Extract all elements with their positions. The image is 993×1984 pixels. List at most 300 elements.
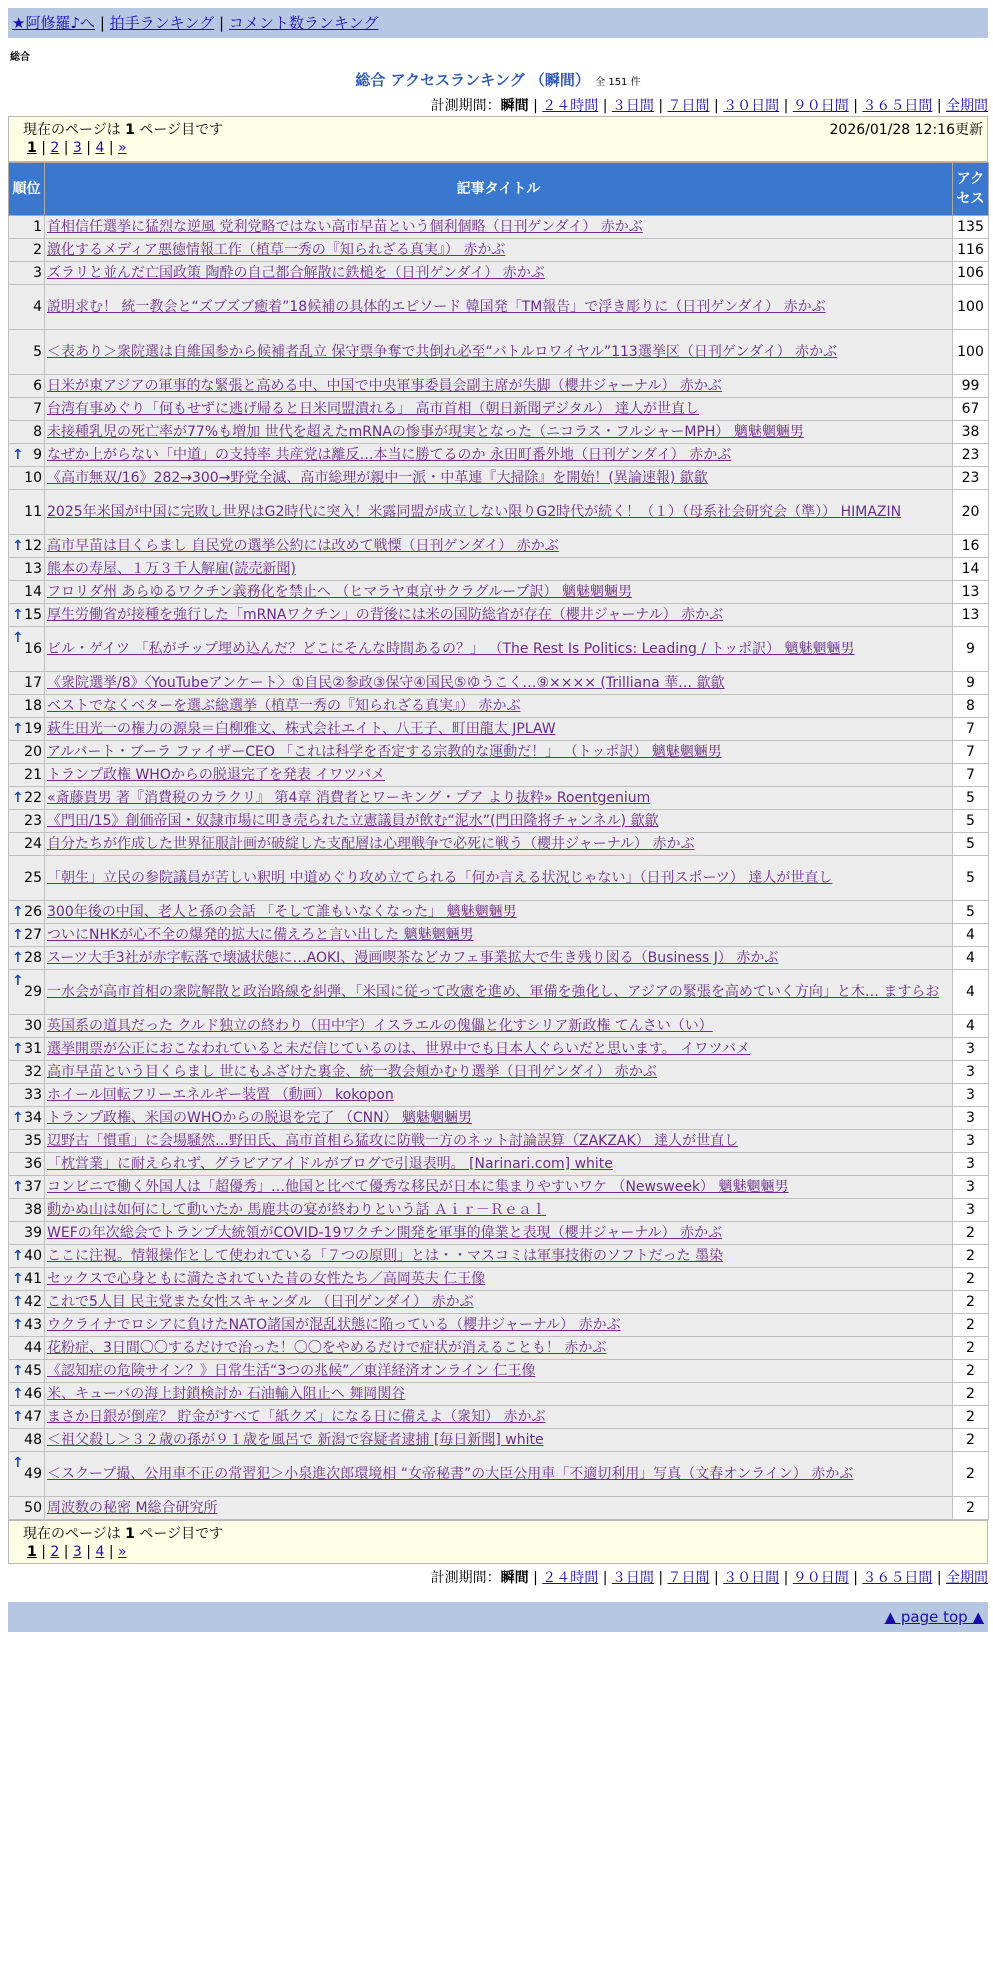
title-cell xyxy=(45,1291,953,1314)
table-row xyxy=(9,787,989,810)
article-link[interactable]: 激化するメディア悪徳情報工作（植草一秀の『知られざる真実』） 赤かぶ xyxy=(47,242,506,258)
access-count: 5 xyxy=(953,856,989,901)
table-row xyxy=(9,970,989,1015)
article-link[interactable]: ついにNHKが心不全の爆発的拡大に備えろと言い出した 魑魅魍魎男 xyxy=(47,927,474,943)
title-cell xyxy=(45,216,953,239)
title-cell xyxy=(45,604,953,627)
article-link[interactable]: 《衆院選挙/8》〈YouTubeアンケート〉①自民②参政③保守④国民⑤ゆうこく…⑨×××× (Trilliana 華… 歙歙 xyxy=(47,675,725,691)
period-link[interactable]: ３０日間 xyxy=(723,1570,780,1586)
clap-ranking-link[interactable]: 拍手ランキング xyxy=(109,14,215,32)
ranking-table xyxy=(8,162,989,1520)
article-link[interactable]: 300年後の中国、老人と孫の会話 「そして誰もいなくなった」 魑魅魍魎男 xyxy=(47,904,517,920)
title-cell xyxy=(45,1015,953,1038)
rank-cell xyxy=(9,810,45,833)
article-link[interactable]: ＜祖父殺し＞３２歳の孫が９１歳を風呂で 新潟で容疑者逮捕 [毎日新聞] white xyxy=(47,1432,544,1448)
rank-cell xyxy=(9,924,45,947)
period-selector-bottom: 計測期間：瞬間 | ２４時間 | ３日間 | ７日間 | ３０日間 | ９０日間 | ３６５日間 | 全期間 xyxy=(430,1570,988,1586)
period-link[interactable]: ３６５日間 xyxy=(862,1570,933,1586)
article-link[interactable]: 《高市無双/16》282→300→野党全滅、高市総理が親中一派・中革連『大掃除』を開始！(異論速報) 歙歙 xyxy=(47,470,708,486)
title-cell xyxy=(45,444,953,467)
rank-cell xyxy=(9,1268,45,1291)
rank-number: 12 xyxy=(24,538,42,554)
table-row xyxy=(9,672,989,695)
rank-cell xyxy=(9,1107,45,1130)
table-row xyxy=(9,810,989,833)
article-link[interactable]: ウクライナでロシアに負けたNATO諸国が混乱状態に陥っている（櫻井ジャーナル） 赤かぶ xyxy=(47,1317,621,1333)
rank-number: 42 xyxy=(24,1294,42,1310)
table-row xyxy=(9,1061,989,1084)
current-page-number: 1 xyxy=(125,1526,135,1542)
table-row xyxy=(9,901,989,924)
rank-number: 22 xyxy=(24,790,42,806)
access-count: 100 xyxy=(953,285,989,330)
access-count: 3 xyxy=(953,1176,989,1199)
access-count: 4 xyxy=(953,924,989,947)
period-link[interactable]: ７日間 xyxy=(667,98,710,114)
period-link[interactable]: ２４時間 xyxy=(542,98,599,114)
article-link[interactable]: ホイール回転フリーエネルギー装置 （動画） kokopon xyxy=(47,1087,394,1103)
table-row xyxy=(9,285,989,330)
rank-number: 10 xyxy=(24,470,42,486)
article-link[interactable]: セックスで心身ともに満たされていた昔の女性たち／高岡英夫 仁王像 xyxy=(47,1271,486,1287)
article-link[interactable]: 未接種乳児の死亡率が77%も増加 世代を超えたmRNAの惨事が現実となった（ニコラス・フルシャーMPH） 魑魅魍魎男 xyxy=(47,424,804,440)
table-row xyxy=(9,421,989,444)
page-link[interactable]: » xyxy=(118,1544,127,1560)
table-row xyxy=(9,1084,989,1107)
rank-number: 28 xyxy=(24,950,42,966)
table-row xyxy=(9,1199,989,1222)
page-link[interactable]: 3 xyxy=(72,1544,82,1560)
table-row xyxy=(9,467,989,490)
article-link[interactable]: 厚生労働省が接種を強行した「mRNAワクチン」の背後には米の国防総省が存在（櫻井ジャーナル） 赤かぶ xyxy=(47,607,724,623)
access-count: 2 xyxy=(953,1314,989,1337)
top-nav-bar xyxy=(8,8,988,38)
access-count: 2 xyxy=(953,1497,989,1520)
title-cell xyxy=(45,695,953,718)
rank-cell xyxy=(9,262,45,285)
ranking-title xyxy=(8,69,988,90)
table-row xyxy=(9,330,989,375)
rank-up-arrow-icon: ↑ xyxy=(12,1317,24,1333)
article-link[interactable]: 高市早苗は目くらまし 自民党の選挙公約には改めて戦慄（日刊ゲンダイ） 赤かぶ xyxy=(47,538,559,554)
rank-up-arrow-icon: ↑ xyxy=(12,904,24,920)
article-link[interactable]: 萩生田光一の権力の源泉＝白柳雅文、株式会社エイト、八王子、町田龍太 JPLAW xyxy=(47,721,556,737)
title-cell xyxy=(45,1452,953,1497)
table-row xyxy=(9,1429,989,1452)
table-row xyxy=(9,695,989,718)
page-link[interactable]: 2 xyxy=(50,1544,60,1560)
access-count: 13 xyxy=(953,604,989,627)
rank-number: 34 xyxy=(24,1110,42,1126)
title-cell xyxy=(45,1268,953,1291)
article-link[interactable]: 熊本の寿屋、１万３千人解雇(読売新聞) xyxy=(47,561,296,577)
article-link[interactable]: 《門田/15》創価帝国・奴隷市場に叩き売られた立憲議員が飲む“泥水”(門田隆将チャンネル) 歙歙 xyxy=(47,813,659,829)
title-cell xyxy=(45,924,953,947)
table-row xyxy=(9,398,989,421)
access-count: 100 xyxy=(953,330,989,375)
article-link[interactable]: ＜スクープ撮、公用車不正の常習犯＞小泉進次郎環境相 “女帝秘書”の大臣公用車「不適切利用」写真（文春オンライン） 赤かぶ xyxy=(47,1466,854,1482)
title-cell xyxy=(45,1314,953,1337)
rank-number: 17 xyxy=(24,675,42,691)
rank-number: 5 xyxy=(33,344,42,360)
rank-cell xyxy=(9,1383,45,1406)
article-link[interactable]: 日米が東アジアの軍事的な緊張と高める中、中国で中央軍事委員会副主席が失脚（櫻井ジャーナル） 赤かぶ xyxy=(47,378,722,394)
table-row xyxy=(9,741,989,764)
title-cell xyxy=(45,1061,953,1084)
article-link[interactable]: ビル・ゲイツ 「私がチップ埋め込んだ？どこにそんな時間あるの？」 （The Rest Is Politics: Leading / トッポ訳） 魑魅魍魎男 xyxy=(47,641,855,657)
title-cell xyxy=(45,856,953,901)
table-row xyxy=(9,1360,989,1383)
rank-cell xyxy=(9,216,45,239)
title-cell xyxy=(45,1383,953,1406)
article-link[interactable]: WEFの年次総会でトランプ大統領がCOVID-19ワクチン開発を軍事的偉業と表現（櫻井ジャーナル） 赤かぶ xyxy=(47,1225,723,1241)
page-link[interactable]: » xyxy=(118,140,127,156)
rank-cell xyxy=(9,833,45,856)
title-cell xyxy=(45,741,953,764)
access-count: 8 xyxy=(953,695,989,718)
title-cell xyxy=(45,1406,953,1429)
access-count: 14 xyxy=(953,558,989,581)
rank-cell xyxy=(9,856,45,901)
access-count: 3 xyxy=(953,1084,989,1107)
rank-number: 50 xyxy=(24,1500,42,1516)
comment-ranking-link[interactable]: コメント数ランキング xyxy=(228,14,379,32)
article-link[interactable]: 台湾有事めぐり「何もせずに逃げ帰ると日米同盟潰れる」 高市首相（朝日新聞デジタル） 達人が世直し xyxy=(47,401,700,417)
article-link[interactable]: «斎藤貴男 著『消費税のカラクリ』 第4章 消費者とワーキング・プア より抜粋» Roentgenium xyxy=(47,790,651,806)
rank-cell xyxy=(9,558,45,581)
rank-cell xyxy=(9,1497,45,1520)
rank-up-arrow-icon: ↑ xyxy=(12,1110,24,1126)
rank-cell xyxy=(9,490,45,535)
rank-up-arrow-icon: ↑ xyxy=(12,973,24,989)
period-link[interactable]: 全期間 xyxy=(946,1570,988,1586)
rank-cell xyxy=(9,695,45,718)
rank-up-arrow-icon: ↑ xyxy=(12,630,24,646)
title-cell xyxy=(45,947,953,970)
ranking-title-text: 総合 アクセスランキング （瞬間） xyxy=(355,71,590,89)
period-link[interactable]: ７日間 xyxy=(667,1570,710,1586)
access-count: 135 xyxy=(953,216,989,239)
separator: | xyxy=(219,14,225,32)
article-link[interactable]: 「枕営業」に耐えられず、グラビアアイドルがブログで引退表明。 [Narinari.com] white xyxy=(47,1156,613,1172)
access-count: 5 xyxy=(953,901,989,924)
page-info-top xyxy=(8,116,988,162)
rank-number: 27 xyxy=(24,927,42,943)
table-row xyxy=(9,216,989,239)
pagination-top: 1 | 2 | 3 | 4 | » xyxy=(27,140,127,156)
rank-cell xyxy=(9,1176,45,1199)
title-cell xyxy=(45,558,953,581)
access-count: 23 xyxy=(953,467,989,490)
article-link[interactable]: 《認知症の危険サイン？》日常生活“3つの兆候”／東洋経済オンライン 仁王像 xyxy=(47,1363,536,1379)
table-row xyxy=(9,581,989,604)
rank-up-arrow-icon: ↑ xyxy=(12,721,24,737)
access-count: 2 xyxy=(953,1245,989,1268)
article-link[interactable]: 花粉症、3日間〇〇するだけで治った！〇〇をやめるだけで症状が消えることも！ 赤かぶ xyxy=(47,1340,607,1356)
article-link[interactable]: 首相信任選挙に猛烈な逆風 党利党略ではない高市早苗という個利個略（日刊ゲンダイ） 赤かぶ xyxy=(47,219,643,235)
access-count: 2 xyxy=(953,1406,989,1429)
access-count: 3 xyxy=(953,1153,989,1176)
pagination-bottom: 1 | 2 | 3 | 4 | » xyxy=(27,1544,127,1560)
rank-number: 49 xyxy=(24,1466,42,1482)
article-link[interactable]: これで5人目 民主党また女性スキャンダル （日刊ゲンダイ） 赤かぶ xyxy=(47,1294,474,1310)
title-cell xyxy=(45,1084,953,1107)
rank-cell xyxy=(9,1084,45,1107)
title-cell xyxy=(45,764,953,787)
period-link[interactable]: ３日間 xyxy=(611,98,654,114)
period-link[interactable]: ３０日間 xyxy=(723,98,780,114)
page-top-link[interactable]: ▲ page top ▲ xyxy=(884,1608,984,1626)
rank-cell xyxy=(9,1314,45,1337)
page-info-bottom xyxy=(8,1520,988,1564)
article-link[interactable]: 一水会が高市首相の衆院解散と政治路線を糾弾、「米国に従って改憲を進め、軍備を強化し、アジアの緊張を高めていく方向」と木… ますらお xyxy=(47,984,940,1000)
table-row xyxy=(9,558,989,581)
access-count: 13 xyxy=(953,581,989,604)
article-link[interactable]: トランプ政権 WHOからの脱退完了を発表 イワツバメ xyxy=(47,767,386,783)
rank-cell xyxy=(9,285,45,330)
rank-cell xyxy=(9,467,45,490)
access-count: 99 xyxy=(953,375,989,398)
access-count: 7 xyxy=(953,741,989,764)
article-link[interactable]: ＜表あり＞衆院選は自維国参から候補者乱立 保守票争奪で共倒れ必至“バトルロワイヤル”113選挙区（日刊ゲンダイ） 赤かぶ xyxy=(47,344,838,360)
rank-number: 3 xyxy=(33,265,42,281)
rank-cell xyxy=(9,1291,45,1314)
article-link[interactable]: フロリダ州 あらゆるワクチン義務化を禁止へ （ヒマラヤ東京サクラグループ訳） 魑魅魍魎男 xyxy=(47,584,632,600)
rank-number: 37 xyxy=(24,1179,42,1195)
access-count: 3 xyxy=(953,1038,989,1061)
period-link[interactable]: ３日間 xyxy=(611,1570,654,1586)
table-row xyxy=(9,1015,989,1038)
separator: | xyxy=(99,14,105,32)
rank-number: 40 xyxy=(24,1248,42,1264)
access-count: 2 xyxy=(953,1337,989,1360)
access-count: 3 xyxy=(953,1130,989,1153)
rank-number: 25 xyxy=(24,870,42,886)
rank-up-arrow-icon: ↑ xyxy=(12,447,24,463)
rank-up-arrow-icon: ↑ xyxy=(12,1455,24,1471)
table-row xyxy=(9,1153,989,1176)
rank-number: 48 xyxy=(24,1432,42,1448)
period-link[interactable]: ９０日間 xyxy=(792,1570,849,1586)
rank-cell xyxy=(9,970,45,1015)
rank-cell xyxy=(9,1360,45,1383)
rank-up-arrow-icon: ↑ xyxy=(12,1409,24,1425)
period-current: 瞬間 xyxy=(500,98,529,114)
rank-up-arrow-icon: ↑ xyxy=(12,607,24,623)
rank-cell xyxy=(9,1130,45,1153)
rank-number: 16 xyxy=(24,641,42,657)
access-count: 67 xyxy=(953,398,989,421)
rank-cell xyxy=(9,1222,45,1245)
home-link[interactable]: ★阿修羅♪へ xyxy=(12,14,96,32)
rank-number: 14 xyxy=(24,584,42,600)
access-count: 2 xyxy=(953,1222,989,1245)
table-row xyxy=(9,627,989,672)
current-page-pre: 現在のページは xyxy=(23,1526,126,1542)
article-link[interactable]: 説明求む！ 統一教会と“ズブズブ癒着”18候補の具体的エピソード 韓国発「TM報告」で浮き彫りに（日刊ゲンダイ） 赤かぶ xyxy=(47,299,826,315)
total-count: 全 151 件 xyxy=(595,77,641,88)
title-cell xyxy=(45,535,953,558)
rank-number: 6 xyxy=(33,378,42,394)
title-cell xyxy=(45,1107,953,1130)
page-link-current: 1 xyxy=(27,1544,37,1560)
article-link[interactable]: 選挙開票が公正におこなわれていると未だ信じているのは、世界中でも日本人ぐらいだと思います。 イワツバメ xyxy=(47,1041,751,1057)
period-label: 計測期間： xyxy=(430,98,501,114)
period-link[interactable]: 全期間 xyxy=(946,98,988,114)
title-cell xyxy=(45,421,953,444)
footer-bar xyxy=(8,1602,988,1632)
rank-cell xyxy=(9,1245,45,1268)
title-cell xyxy=(45,970,953,1015)
rank-number: 43 xyxy=(24,1317,42,1333)
page-link[interactable]: 4 xyxy=(95,140,105,156)
rank-cell xyxy=(9,581,45,604)
rank-number: 19 xyxy=(24,721,42,737)
article-link[interactable]: ズラリと並んだ亡国政策 陶酔の自己都合解散に鉄槌を（日刊ゲンダイ） 赤かぶ xyxy=(47,265,545,281)
rank-cell xyxy=(9,421,45,444)
page-link[interactable]: 3 xyxy=(72,140,82,156)
title-cell xyxy=(45,1429,953,1452)
rank-number: 23 xyxy=(24,813,42,829)
table-row xyxy=(9,444,989,467)
article-link[interactable]: 周波数の秘密 M総合研究所 xyxy=(47,1500,218,1516)
table-row xyxy=(9,239,989,262)
article-link[interactable]: 米、キューバの海上封鎖検討か 石油輸入阻止へ 舞岡関谷 xyxy=(47,1386,406,1402)
rank-cell xyxy=(9,741,45,764)
rank-number: 32 xyxy=(24,1064,42,1080)
table-row xyxy=(9,1291,989,1314)
access-count: 4 xyxy=(953,970,989,1015)
article-link[interactable]: 辺野古「慣重」に会場騒然…野田氏、高市首相ら猛攻に防戦一方のネット討論誤算（ZAKZAK） 達人が世直し xyxy=(47,1133,739,1149)
rank-number: 36 xyxy=(24,1156,42,1172)
rank-cell xyxy=(9,764,45,787)
page-link[interactable]: 4 xyxy=(95,1544,105,1560)
rank-cell xyxy=(9,1429,45,1452)
rank-cell xyxy=(9,947,45,970)
rank-number: 8 xyxy=(33,424,42,440)
title-cell xyxy=(45,1497,953,1520)
rank-number: 18 xyxy=(24,698,42,714)
table-row xyxy=(9,1383,989,1406)
article-link[interactable]: 自分たちが作成した世界征服計画が破綻した支配層は心理戦争で必死に戦う（櫻井ジャーナル） 赤かぶ xyxy=(47,836,695,852)
rank-number: 45 xyxy=(24,1363,42,1379)
title-cell xyxy=(45,1130,953,1153)
rank-up-arrow-icon: ↑ xyxy=(12,1294,24,1310)
access-header: アクセス xyxy=(953,163,989,216)
title-cell xyxy=(45,581,953,604)
title-cell xyxy=(45,627,953,672)
access-count: 106 xyxy=(953,262,989,285)
rank-cell xyxy=(9,1015,45,1038)
period-link[interactable]: ２４時間 xyxy=(542,1570,599,1586)
table-row xyxy=(9,1314,989,1337)
title-cell xyxy=(45,833,953,856)
table-row xyxy=(9,1337,989,1360)
rank-cell xyxy=(9,398,45,421)
rank-cell xyxy=(9,444,45,467)
article-link[interactable]: ここに注視。情報操作として使われている「７つの原則」とは・・マスコミは軍事技術のソフトだった 墨染 xyxy=(47,1248,724,1264)
article-link[interactable]: 「朝生」立民の参院議員が苦しい釈明 中道めぐり攻め立てられる「何か言える状況じゃない」（日刊スポーツ） 達人が世直し xyxy=(47,870,833,886)
table-row xyxy=(9,1130,989,1153)
title-cell xyxy=(45,787,953,810)
article-link[interactable]: 動かぬ山は如何にして動いたか 馬鹿共の宴が終わりという話 Ａｉｒ－Ｒｅａｌ xyxy=(47,1202,546,1218)
period-link[interactable]: ９０日間 xyxy=(792,98,849,114)
table-row xyxy=(9,1245,989,1268)
rank-cell xyxy=(9,604,45,627)
period-link[interactable]: ３６５日間 xyxy=(862,98,933,114)
rank-number: 4 xyxy=(33,299,42,315)
rank-cell xyxy=(9,1337,45,1360)
rank-cell xyxy=(9,672,45,695)
article-link[interactable]: 高市早苗という目くらまし 世にもふざけた裏金、統一教会頬かむり選挙（日刊ゲンダイ） 赤かぶ xyxy=(47,1064,657,1080)
access-count: 7 xyxy=(953,718,989,741)
table-row xyxy=(9,718,989,741)
table-row xyxy=(9,262,989,285)
rank-up-arrow-icon: ↑ xyxy=(12,1041,24,1057)
article-link[interactable]: アルバート・ブーラ ファイザーCEO 「これは科学を否定する宗教的な運動だ！」 （トッポ訳） 魑魅魍魎男 xyxy=(47,744,722,760)
page-link-current: 1 xyxy=(27,140,37,156)
rank-up-arrow-icon: ↑ xyxy=(12,1386,24,1402)
article-link[interactable]: なぜか上がらない「中道」の支持率 共産党は離反…本当に勝てるのか 永田町番外地（日刊ゲンダイ） 赤かぶ xyxy=(47,447,732,463)
access-count: 5 xyxy=(953,787,989,810)
title-cell xyxy=(45,1245,953,1268)
table-row xyxy=(9,1497,989,1520)
rank-cell xyxy=(9,627,45,672)
title-cell xyxy=(45,490,953,535)
period-selector-top: 計測期間：瞬間 | ２４時間 | ３日間 | ７日間 | ３０日間 | ９０日間 | ３６５日間 | 全期間 xyxy=(430,98,988,114)
article-link[interactable]: スーツ大手3社が赤字転落で壊滅状態に…AOKI、漫画喫茶などカフェ事業拡大で生き残り図る（Business J） 赤かぶ xyxy=(47,950,779,966)
rank-cell xyxy=(9,330,45,375)
rank-cell xyxy=(9,787,45,810)
title-cell xyxy=(45,375,953,398)
access-count: 9 xyxy=(953,672,989,695)
current-page-text xyxy=(23,119,223,139)
title-cell xyxy=(45,1360,953,1383)
current-page-post: ページ目です xyxy=(134,1526,224,1542)
rank-number: 38 xyxy=(24,1202,42,1218)
article-link[interactable]: 英国系の道具だった クルド独立の終わり（田中宇）イスラエルの傀儡と化すシリア新政権 てんさい（い） xyxy=(47,1018,713,1034)
rank-cell xyxy=(9,1406,45,1429)
article-link[interactable]: ベストでなくベターを選ぶ総選挙（植草一秀の『知られざる真実』） 赤かぶ xyxy=(47,698,521,714)
page-link[interactable]: 2 xyxy=(50,140,60,156)
title-cell xyxy=(45,1222,953,1245)
rank-up-arrow-icon: ↑ xyxy=(12,538,24,554)
current-page-pre: 現在のページは xyxy=(23,122,126,138)
page xyxy=(8,8,988,1632)
updated-time: 2026/01/28 12:16更新 xyxy=(829,122,983,138)
table-row xyxy=(9,1222,989,1245)
rank-header: 順位 xyxy=(9,163,45,216)
title-cell xyxy=(45,901,953,924)
rank-number: 47 xyxy=(24,1409,42,1425)
title-cell xyxy=(45,1038,953,1061)
article-link[interactable]: まさか日銀が倒産？ 貯金がすべて「紙クズ」になる日に備えよ（衆知） 赤かぶ xyxy=(47,1409,546,1425)
access-count: 9 xyxy=(953,627,989,672)
category-label: 総合 xyxy=(10,52,30,63)
article-link[interactable]: トランプ政権、米国のWHOからの脱退を完了 （CNN） 魑魅魍魎男 xyxy=(47,1110,473,1126)
access-count: 16 xyxy=(953,535,989,558)
access-count: 2 xyxy=(953,1360,989,1383)
table-row xyxy=(9,535,989,558)
rank-number: 26 xyxy=(24,904,42,920)
article-link[interactable]: 2025年米国が中国に完敗し世界はG2時代に突入！米露同盟が成立しない限りG2時代が続く！（１）（母系社会研究会（準）） HIMAZIN xyxy=(47,504,902,520)
rank-up-arrow-icon: ↑ xyxy=(12,927,24,943)
table-row xyxy=(9,375,989,398)
access-count: 5 xyxy=(953,833,989,856)
table-row xyxy=(9,764,989,787)
title-cell xyxy=(45,467,953,490)
article-link[interactable]: コンビニで働く外国人は「超優秀」…他国と比べて優秀な移民が日本に集まりやすいワケ （Newsweek） 魑魅魍魎男 xyxy=(47,1179,789,1195)
